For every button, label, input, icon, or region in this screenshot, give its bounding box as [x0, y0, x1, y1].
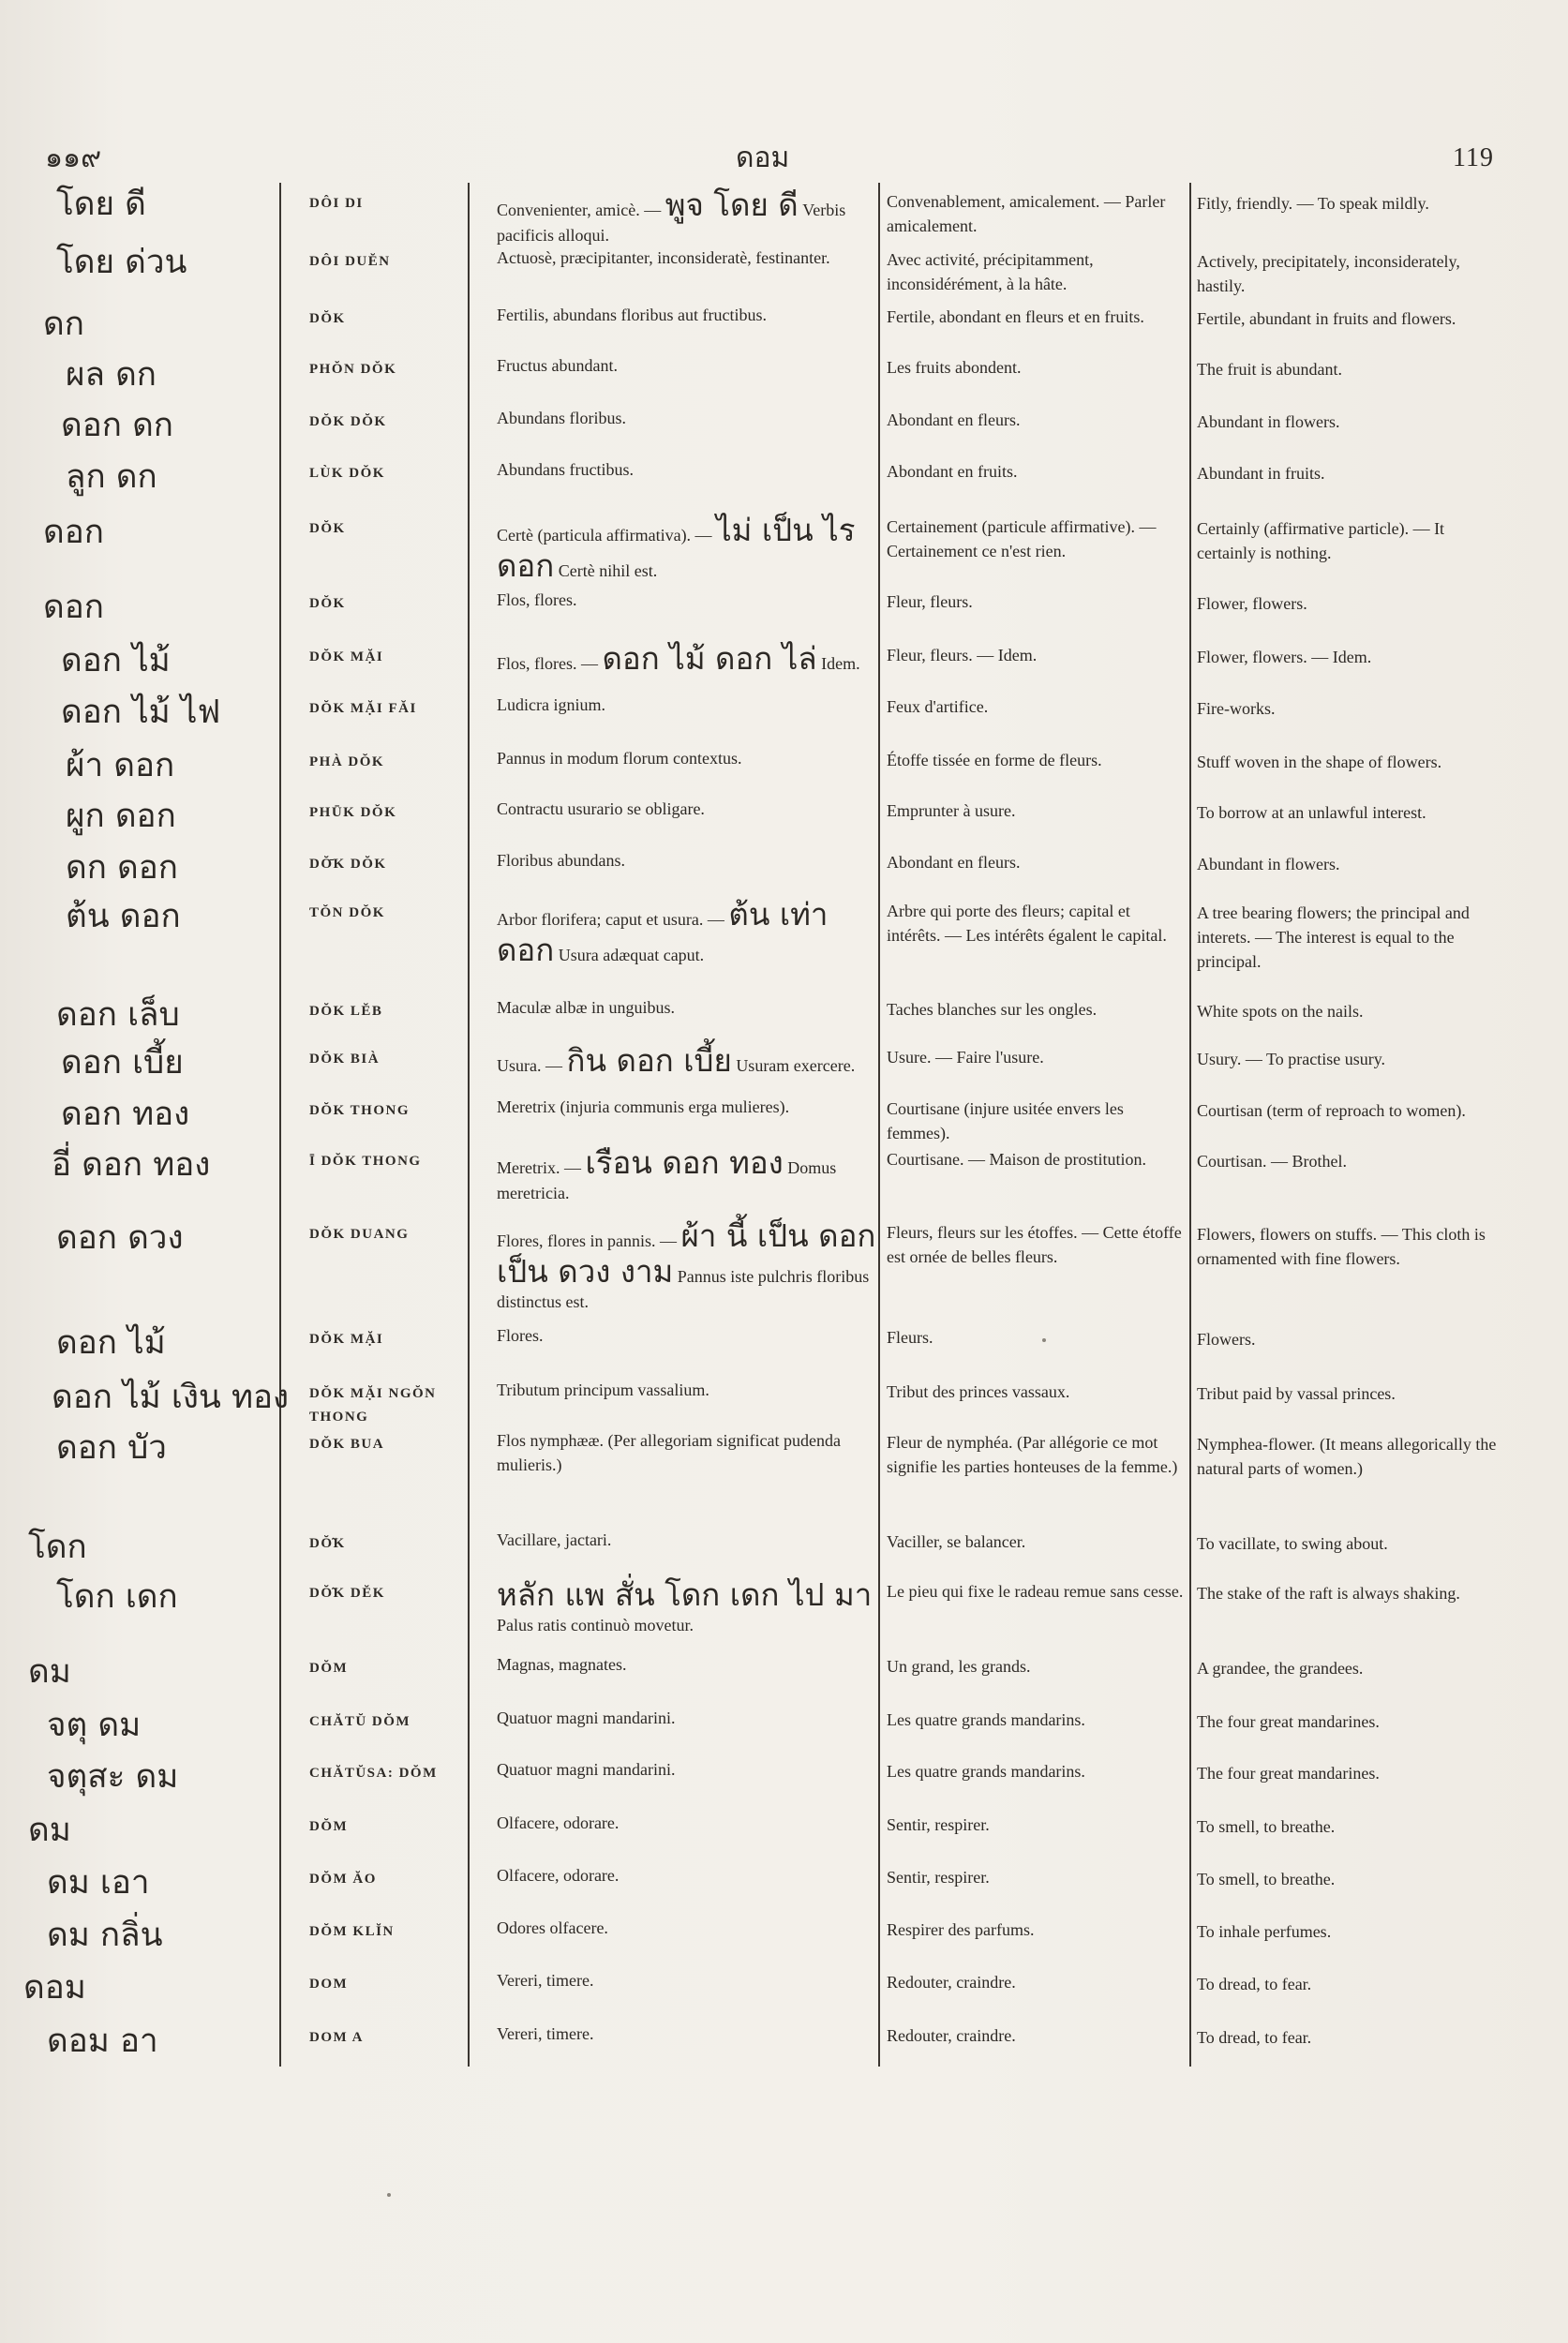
romanization: DŎK — [309, 521, 346, 536]
latin-definition — [497, 406, 876, 430]
latin-example-gloss: Idem. — [821, 654, 860, 673]
thai-headword: ดม — [28, 1653, 71, 1691]
latin-text: Vereri, timere. — [497, 2024, 594, 2043]
french-definition: Abondant en fleurs. — [887, 853, 1021, 872]
thai-headword: โดก เดก — [56, 1578, 178, 1616]
latin-definition — [497, 1428, 876, 1477]
latin-example-gloss: Certè nihil est. — [558, 561, 658, 580]
thai-headword: ผูก ดอก — [66, 798, 176, 835]
page-number: 119 — [1453, 143, 1494, 172]
french-definition: Fleur, fleurs. — [887, 592, 973, 611]
thai-headword: ดอก ทอง — [61, 1096, 190, 1133]
thai-headword: โดก — [28, 1529, 87, 1566]
french-definition: Redouter, craindre. — [887, 2026, 1016, 2045]
romanization: DŎM ĂO — [309, 1872, 377, 1887]
romanization: DŎK — [309, 311, 346, 326]
thai-headword: ดอก เบี้ย — [61, 1044, 184, 1082]
latin-definition — [497, 1218, 876, 1314]
thai-headword: ดอก ไม้ เงิน ทอง — [52, 1379, 290, 1416]
latin-definition — [497, 1378, 876, 1402]
latin-example-thai: ผ้า นี้ เป็น ดอก เป็น ดวง งาม — [497, 1217, 876, 1290]
romanization: DŎK MẶI FĂI — [309, 701, 417, 716]
romanization: TŎN DŎK — [309, 905, 385, 920]
english-definition: Flower, flowers. — Idem. — [1197, 648, 1372, 666]
english-definition: White spots on the nails. — [1197, 1002, 1364, 1021]
french-definition: Les quatre grands mandarins. — [887, 1710, 1085, 1729]
latin-definition — [497, 187, 876, 247]
latin-text: Contractu usurario se obligare. — [497, 799, 705, 818]
latin-definition — [497, 457, 876, 482]
latin-text: Ludicra ignium. — [497, 695, 605, 714]
english-definition: Fitly, friendly. — To speak mildly. — [1197, 194, 1429, 213]
latin-text: Meretrix (injuria communis erga mulieres). — [497, 1097, 790, 1116]
english-definition: The fruit is abundant. — [1197, 360, 1342, 379]
french-definition: Convenablement, amicalement. — Parler amicalement. — [887, 192, 1166, 235]
romanization: DŎK — [309, 596, 346, 611]
english-definition: Flowers. — [1197, 1330, 1256, 1349]
romanization: DŎM — [309, 1819, 349, 1834]
thai-headword: ผล ดก — [66, 356, 157, 394]
english-definition: Courtisan. — Brothel. — [1197, 1152, 1347, 1171]
english-definition: Courtisan (term of reproach to women). — [1197, 1101, 1466, 1120]
latin-definition — [497, 1652, 876, 1677]
thai-headword: โดย ดี — [56, 186, 146, 223]
thai-headword: ดอก ไม้ ไฟ — [61, 694, 221, 731]
romanization: Ī DŎK THONG — [309, 1154, 422, 1169]
romanization: LÙK DŎK — [309, 466, 385, 481]
latin-definition — [497, 641, 876, 677]
latin-definition — [497, 1095, 876, 1119]
english-definition: Abundant in flowers. — [1197, 855, 1340, 873]
thai-headword: ดก ดอก — [66, 849, 178, 887]
english-definition: To borrow at an unlawful interest. — [1197, 803, 1426, 822]
romanization: DÔI DUĔN — [309, 254, 391, 269]
thai-page-number: ๑๑๙ — [45, 142, 102, 174]
french-definition: Respirer des parfums. — [887, 1920, 1035, 1939]
romanization: DŎK BIÀ — [309, 1052, 381, 1067]
french-definition: Usure. — Faire l'usure. — [887, 1048, 1044, 1067]
french-definition: Fleur de nymphéa. (Par allégorie ce mot signifie les parties honteuses de la femme.) — [887, 1433, 1178, 1476]
latin-text: Tributum principum vassalium. — [497, 1380, 709, 1399]
french-definition: Feux d'artifice. — [887, 697, 989, 716]
latin-text: Flos, flores. — [497, 590, 577, 609]
latin-text: Certè (particula affirmativa). — — [497, 526, 712, 545]
romanization: DŎK MẶI — [309, 649, 384, 664]
thai-headword: ดอก — [43, 514, 104, 551]
latin-definition — [497, 995, 876, 1020]
english-definition: To dread, to fear. — [1197, 1975, 1312, 1993]
french-definition: Certainement (particule affirmative). — Certainement ce n'est rien. — [887, 517, 1157, 560]
latin-example-thai: ต้น เท่า ดอก — [497, 896, 829, 968]
english-definition: Fertile, abundant in fruits and flowers. — [1197, 309, 1456, 328]
latin-definition — [497, 1043, 876, 1079]
running-head: ดอม — [736, 142, 790, 174]
thai-headword: ดอก เล็บ — [56, 996, 180, 1034]
french-definition: Fertile, abondant en fleurs et en fruits. — [887, 307, 1144, 326]
latin-example-thai: ดอก ไม้ ดอก ไล่ — [602, 640, 817, 677]
latin-text: Flos nymphææ. (Per allegoriam significat pudenda mulieris.) — [497, 1431, 841, 1474]
latin-text: Fructus abundant. — [497, 356, 618, 375]
column-rule-3 — [878, 183, 880, 2067]
english-definition: The stake of the raft is always shaking. — [1197, 1584, 1460, 1603]
thai-headword: ดอม อา — [47, 2022, 158, 2060]
french-definition: Avec activité, précipitamment, inconsidérément, à la hâte. — [887, 250, 1094, 293]
latin-definition — [497, 848, 876, 873]
latin-text: Abundans floribus. — [497, 409, 626, 427]
thai-headword: ดม — [28, 1812, 71, 1849]
thai-headword: โดย ด่วน — [56, 244, 187, 281]
latin-text: Abundans fructibus. — [497, 460, 634, 479]
latin-definition — [497, 1577, 876, 1637]
latin-text: Usura. — — [497, 1056, 562, 1075]
french-definition: Les fruits abondent. — [887, 358, 1022, 377]
romanization: DŎK LĔB — [309, 1004, 383, 1019]
latin-text: Magnas, magnates. — [497, 1655, 627, 1674]
thai-headword: ผ้า ดอก — [66, 747, 175, 784]
column-rule-1 — [279, 183, 281, 2067]
romanization: CHĂTŬSA: DŎM — [309, 1766, 438, 1781]
latin-definition — [497, 746, 876, 770]
english-definition: Abundant in flowers. — [1197, 412, 1340, 431]
latin-text: Pannus in modum florum contextus. — [497, 749, 742, 768]
latin-example-gloss: Domus meretricia. — [497, 1158, 837, 1202]
latin-text: Actuosè, præcipitanter, inconsideratè, festinanter. — [497, 248, 830, 267]
romanization: DŎK DŎK — [309, 414, 387, 429]
romanization: DŎM KLĬN — [309, 1924, 395, 1939]
page-header — [0, 136, 1568, 183]
english-definition: Certainly (affirmative particle). — It certainly is nothing. — [1197, 519, 1445, 562]
romanization: DŎ̃K DĔK — [309, 1586, 385, 1601]
thai-headword: ดอก บัว — [56, 1429, 167, 1467]
latin-text: Flos, flores. — — [497, 654, 598, 673]
thai-headword: ลูก ดก — [66, 458, 157, 496]
romanization: DŎK THONG — [309, 1103, 410, 1118]
latin-definition — [497, 797, 876, 821]
latin-example-thai: กิน ดอก เบี้ย — [566, 1042, 732, 1079]
french-definition: Arbre qui porte des fleurs; capital et intérêts. — Les intérêts égalent le capital. — [887, 902, 1167, 945]
french-definition: Sentir, respirer. — [887, 1868, 990, 1887]
romanization: DŎK MẶI — [309, 1332, 384, 1347]
latin-example-gloss: Pannus iste pulchris floribus distinctus est. — [497, 1267, 870, 1311]
thai-headword: ดอก ดก — [61, 407, 173, 444]
latin-text: Olfacere, odorare. — [497, 1866, 620, 1885]
french-definition: Le pieu qui fixe le radeau remue sans cesse. — [887, 1582, 1184, 1601]
english-definition: Fire-works. — [1197, 699, 1276, 718]
romanization: DŎK MẶI NGŎN THONG — [309, 1386, 437, 1425]
romanization: DŎ̄K DŎK — [309, 857, 387, 872]
latin-definition — [497, 1706, 876, 1730]
french-definition: Un grand, les grands. — [887, 1657, 1031, 1676]
thai-headword: ต้น ดอก — [66, 898, 181, 935]
romanization: DÔI DI — [309, 196, 364, 211]
english-definition: To smell, to breathe. — [1197, 1817, 1336, 1836]
latin-definition — [497, 1145, 876, 1205]
english-definition: The four great mandarines. — [1197, 1712, 1380, 1731]
paper-speck — [1042, 1338, 1046, 1342]
french-definition: Courtisane (injure usitée envers les femmes). — [887, 1099, 1124, 1142]
english-definition: Stuff woven in the shape of flowers. — [1197, 753, 1442, 771]
latin-definition — [497, 303, 876, 327]
latin-text: Quatuor magni mandarini. — [497, 1709, 676, 1727]
english-definition: A tree bearing flowers; the principal and interets. — The interest is equal to the principal. — [1197, 903, 1470, 971]
french-definition: Tribut des princes vassaux. — [887, 1382, 1070, 1401]
latin-definition — [497, 1757, 876, 1782]
french-definition: Fleurs, fleurs sur les étoffes. — Cette étoffe est ornée de belles fleurs. — [887, 1223, 1182, 1266]
latin-text: Olfacere, odorare. — [497, 1813, 620, 1832]
latin-definition — [497, 2022, 876, 2046]
english-definition: Abundant in fruits. — [1197, 464, 1325, 483]
latin-example-thai: หลัก แพ สั่น โดก เดก ไป มา — [497, 1576, 873, 1613]
english-definition: Flower, flowers. — [1197, 594, 1307, 613]
thai-headword: ดอก ไม้ — [56, 1324, 166, 1362]
french-definition: Fleur, fleurs. — Idem. — [887, 646, 1038, 664]
romanization: PHŎN DŎK — [309, 362, 397, 377]
latin-example-thai: เรือน ดอก ทอง — [585, 1144, 784, 1181]
thai-headword: ดก — [43, 306, 84, 343]
english-definition: To dread, to fear. — [1197, 2028, 1312, 2047]
paper-speck — [387, 2193, 391, 2197]
english-definition: To vacillate, to swing about. — [1197, 1534, 1388, 1553]
romanization: DŎK BUA — [309, 1437, 385, 1452]
latin-text: Floribus abundans. — [497, 851, 625, 870]
romanization: DOM A — [309, 2030, 364, 2045]
latin-definition — [497, 353, 876, 378]
latin-text: Fertilis, abundans floribus aut fructibus. — [497, 306, 767, 324]
latin-text: Vereri, timere. — [497, 1971, 594, 1990]
thai-headword: ดอก — [43, 589, 104, 626]
french-definition: Emprunter à usure. — [887, 801, 1016, 820]
english-definition: Tribut paid by vassal princes. — [1197, 1384, 1396, 1403]
romanization: PHŪK DŎK — [309, 805, 397, 820]
romanization: DOM — [309, 1977, 349, 1992]
latin-text: Convenienter, amicè. — — [497, 201, 662, 219]
latin-definition — [497, 513, 876, 584]
romanization: DŎ̃K — [309, 1536, 346, 1551]
french-definition: Sentir, respirer. — [887, 1815, 990, 1834]
thai-headword: ดม กลิ่น — [47, 1917, 163, 1954]
english-definition: A grandee, the grandees. — [1197, 1659, 1364, 1678]
thai-headword: ดอก ไม้ — [61, 642, 171, 679]
latin-example-gloss: Verbis pacificis alloqui. — [497, 201, 846, 245]
latin-definition — [497, 897, 876, 968]
latin-example-thai: พูจ โดย ดี — [665, 187, 799, 223]
latin-definition — [497, 1528, 876, 1552]
latin-definition — [497, 1916, 876, 1940]
latin-example-gloss: Usura adæquat caput. — [558, 946, 705, 964]
thai-headword: ดอม — [23, 1969, 86, 2007]
column-rule-4 — [1189, 183, 1191, 2067]
thai-headword: อี่ ดอก ทอง — [52, 1146, 211, 1184]
french-definition: Redouter, craindre. — [887, 1973, 1016, 1992]
latin-example-gloss: Usuram exercere. — [736, 1056, 856, 1075]
latin-example-gloss: Palus ratis continuò movetur. — [497, 1616, 694, 1634]
thai-headword: จตุ ดม — [47, 1707, 142, 1744]
latin-definition — [497, 1863, 876, 1888]
french-definition: Abondant en fruits. — [887, 462, 1018, 481]
latin-definition — [497, 1811, 876, 1835]
french-definition: Vaciller, se balancer. — [887, 1532, 1026, 1551]
latin-text: Odores olfacere. — [497, 1918, 608, 1937]
latin-text: Maculæ albæ in unguibus. — [497, 998, 675, 1017]
french-definition: Fleurs. — [887, 1328, 933, 1347]
romanization: CHĂTŬ DŎM — [309, 1714, 411, 1729]
french-definition: Courtisane. — Maison de prostitution. — [887, 1150, 1146, 1169]
latin-text: Flores, flores in pannis. — — [497, 1231, 677, 1250]
latin-definition — [497, 588, 876, 612]
french-definition: Taches blanches sur les ongles. — [887, 1000, 1098, 1019]
latin-definition — [497, 693, 876, 717]
latin-text: Quatuor magni mandarini. — [497, 1760, 676, 1779]
english-definition: Flowers, flowers on stuffs. — This cloth is ornamented with fine flowers. — [1197, 1225, 1486, 1268]
column-rule-2 — [468, 183, 470, 2067]
thai-headword: ดม เอา — [47, 1864, 150, 1902]
latin-definition — [497, 1323, 876, 1348]
english-definition: The four great mandarines. — [1197, 1764, 1380, 1783]
english-definition: To inhale perfumes. — [1197, 1922, 1332, 1941]
latin-text: Vacillare, jactari. — [497, 1530, 612, 1549]
latin-definition — [497, 1968, 876, 1992]
english-definition: To smell, to breathe. — [1197, 1870, 1336, 1888]
french-definition: Les quatre grands mandarins. — [887, 1762, 1085, 1781]
french-definition: Abondant en fleurs. — [887, 410, 1021, 429]
romanization: DŎM — [309, 1661, 349, 1676]
latin-example-thai: ไม่ เป็น ไร ดอก — [497, 512, 856, 584]
latin-definition — [497, 246, 876, 270]
romanization: PHÀ DŎK — [309, 754, 385, 769]
romanization: DŎK DUANG — [309, 1227, 410, 1242]
english-definition: Actively, precipitately, inconsiderately, hastily. — [1197, 252, 1460, 295]
english-definition: Usury. — To practise usury. — [1197, 1050, 1386, 1068]
english-definition: Nymphea-flower. (It means allegorically the natural parts of women.) — [1197, 1435, 1497, 1478]
latin-text: Flores. — [497, 1326, 544, 1345]
thai-headword: จตุสะ ดม — [47, 1758, 179, 1796]
latin-text: Meretrix. — — [497, 1158, 581, 1177]
french-definition: Étoffe tissée en forme de fleurs. — [887, 751, 1102, 769]
latin-text: Arbor florifera; caput et usura. — — [497, 910, 724, 929]
thai-headword: ดอก ดวง — [56, 1219, 184, 1257]
